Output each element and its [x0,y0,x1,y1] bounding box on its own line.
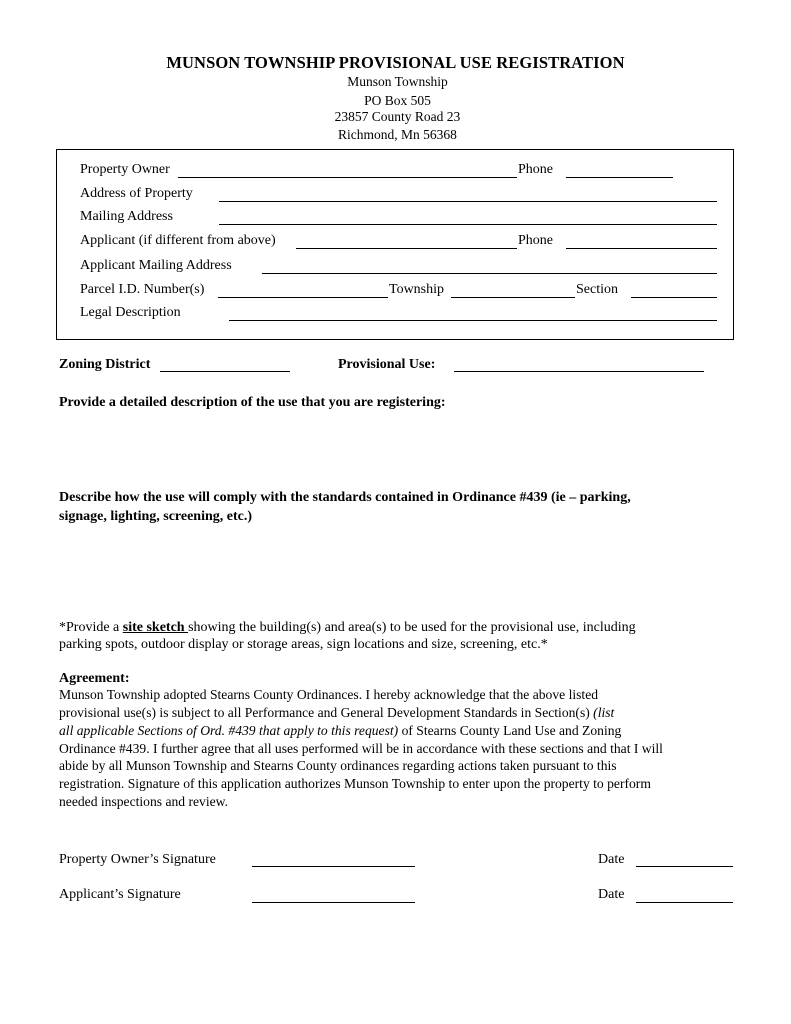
address-of-property-label: Address of Property [80,186,193,201]
applicant-phone-field[interactable] [566,248,717,249]
legal-description-label: Legal Description [80,305,181,320]
agreement-line-3b: of Stearns County Land Use and Zoning [398,723,622,738]
address-line-3: 23857 County Road 23 [334,109,461,124]
site-sketch-prefix: *Provide a [59,620,123,635]
township-field[interactable] [451,297,575,298]
applicant-mailing-address-label: Applicant Mailing Address [80,258,232,273]
applicant-signature-field[interactable] [252,902,415,903]
owner-signature-label: Property Owner’s Signature [59,852,216,867]
township-label: Township [389,282,445,297]
provisional-use-field[interactable] [454,371,704,372]
agreement-line-2a: provisional use(s) is subject to all Performance and General Development Standards in Section(s) [59,705,594,720]
applicant-field[interactable] [296,248,517,249]
agreement-line-1: Munson Township adopted Stearns County Ordinances. I hereby acknowledge that the above listed [59,687,599,702]
applicant-date-field[interactable] [636,902,733,903]
address-line-4: Richmond, Mn 56368 [338,127,457,142]
agreement-line-4: Ordinance #439. I further agree that all uses performed will be in accordance with these sections and that I will [59,741,663,756]
agreement-line-2b: (list [593,705,615,720]
provisional-use-label: Provisional Use: [338,357,436,372]
agreement-line-3 [59,722,621,740]
site-sketch-rest: showing the building(s) and area(s) to be used for the provisional use, including [188,620,636,635]
legal-description-field[interactable] [229,320,717,321]
agreement-line-6: registration. Signature of this application authorizes Munson Township to enter upon the property to perform [59,776,651,791]
agreement-line-2 [59,704,614,722]
site-sketch-note-line-2: parking spots, outdoor display or storage areas, sign locations and size, screening, etc.* [59,637,548,652]
owner-date-field[interactable] [636,866,733,867]
address-line-1: Munson Township [347,74,448,89]
address-of-property-field[interactable] [219,201,717,202]
property-owner-label: Property Owner [80,162,170,177]
comply-prompt-line-2: signage, lighting, screening, etc.) [59,509,253,524]
owner-date-label: Date [598,852,625,867]
agreement-line-5: abide by all Munson Township and Stearns County ordinances regarding actions taken pursuant to this [59,758,617,773]
page-title: MUNSON TOWNSHIP PROVISIONAL USE REGISTRATION [166,53,625,72]
applicant-label: Applicant (if different from above) [80,233,276,248]
owner-signature-field[interactable] [252,866,415,867]
agreement-heading: Agreement: [59,671,130,686]
section-field[interactable] [631,297,717,298]
site-sketch-text: site sketch [122,620,189,635]
site-sketch-note-line-1 [59,619,636,637]
parcel-id-field[interactable] [218,297,388,298]
property-owner-field[interactable] [178,177,517,178]
applicant-signature-label: Applicant’s Signature [59,887,181,902]
section-label: Section [576,282,618,297]
applicant-date-label: Date [598,887,625,902]
mailing-address-field[interactable] [219,224,717,225]
mailing-address-label: Mailing Address [80,209,173,224]
address-line-2: PO Box 505 [364,93,431,108]
zoning-district-label: Zoning District [59,357,151,372]
phone-label: Phone [518,162,553,177]
comply-prompt-line-1: Describe how the use will comply with the standards contained in Ordinance #439 (ie – parking, [59,490,631,505]
zoning-district-field[interactable] [160,371,290,372]
agreement-line-3a: all applicable Sections of Ord. #439 that apply to this request) [59,723,399,738]
describe-use-prompt: Provide a detailed description of the use that you are registering: [59,395,446,410]
agreement-line-7: needed inspections and review. [59,794,228,809]
parcel-id-label: Parcel I.D. Number(s) [80,282,205,297]
phone-label-2: Phone [518,233,553,248]
applicant-mailing-address-field[interactable] [262,273,717,274]
phone-field[interactable] [566,177,673,178]
